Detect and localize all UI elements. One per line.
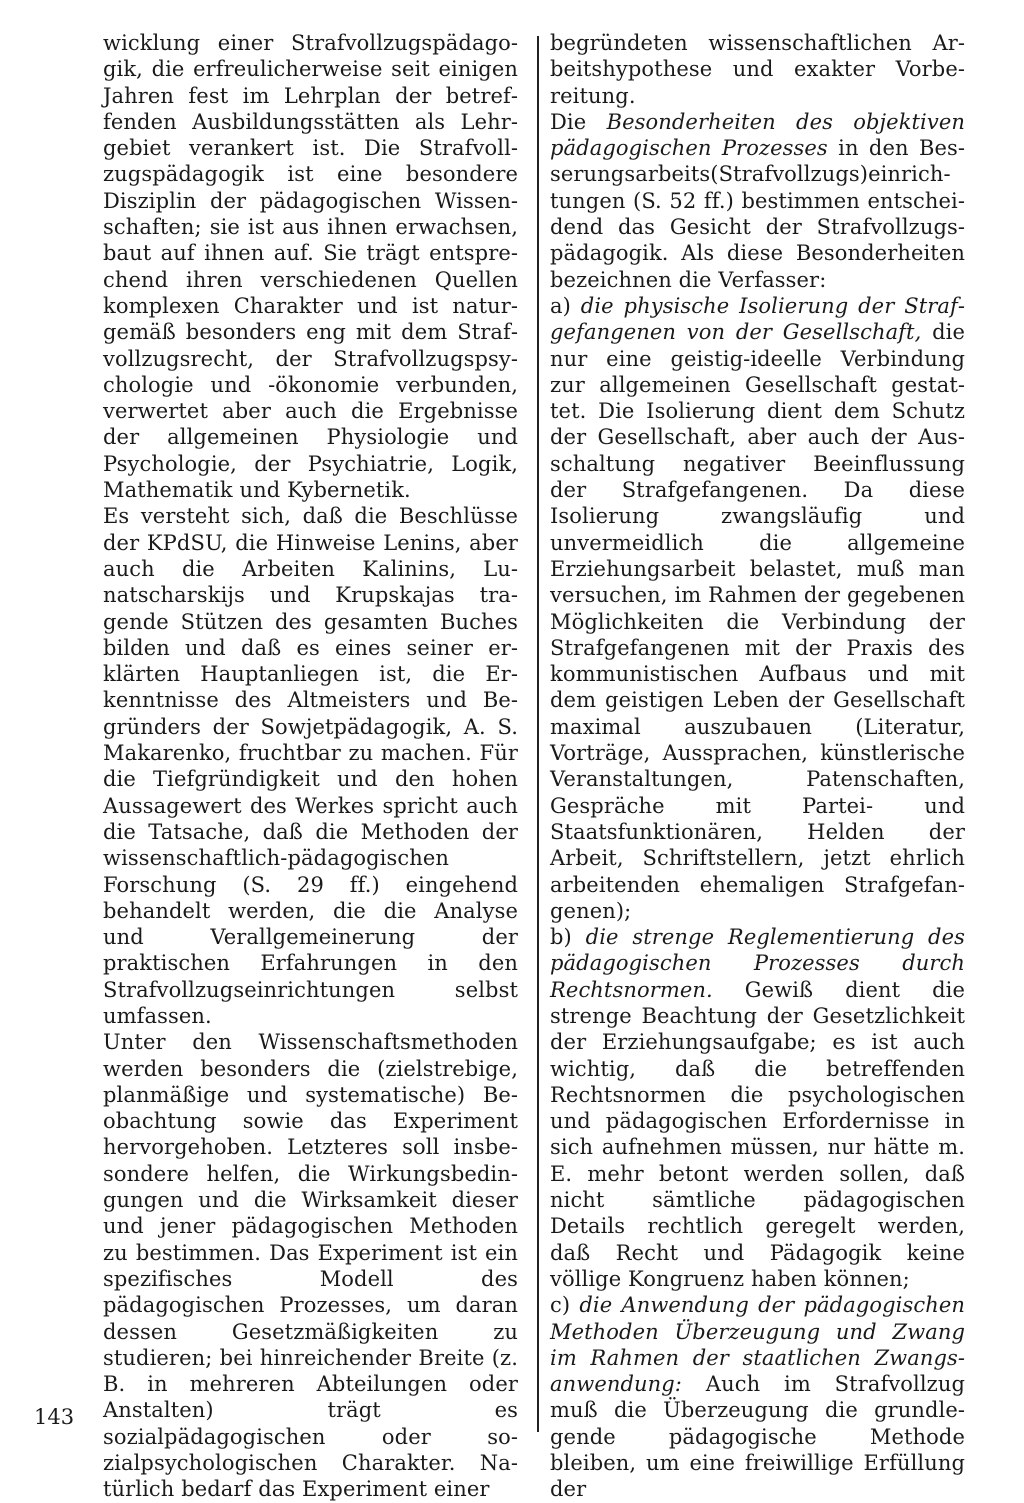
emphasized-phrase: Besonderheiten des objektiven pädagogischen Prozesses: [550, 109, 965, 161]
page-number: 143: [34, 1405, 75, 1429]
list-item-c: [550, 1292, 965, 1502]
paragraph: [550, 109, 965, 293]
text-run: Gewiß dient die strenge Beachtung der Gesetzlichkeit der Erziehungsaufgabe; es ist auch wichtig, daß die betreffenden Rechtsnormen die psychologischen und pädagogischen Erfordernisse in sich aufnehmen müssen, nur hätte m. E. mehr betont werden sollen, daß nicht sämtliche pädagogischen Details rechtlich geregelt werden, daß Recht und Pädagogik keine völlige Kongruenz haben können;: [550, 977, 965, 1291]
column-divider: [537, 36, 539, 1432]
text-run: in den Besserungsarbeits(Strafvollzugs)einrichtungen (S. 52 ff.) bestimmen entscheidend das Gesicht der Strafvollzugspädagogik. Als diese Besonderheiten bezeichnen die Verfasser:: [550, 136, 965, 292]
item-label: a): [550, 293, 581, 318]
emphasized-phrase: die physische Isolierung der Strafgefangenen von der Gesellschaft,: [550, 293, 965, 345]
text-run: die nur eine geistig-ideelle Verbindung zur allgemeinen Gesellschaft gestattet. Die Isolierung dient dem Schutz der Gesellschaft, aber auch der Ausschaltung negativer Beeinflussung der Strafgefangenen. Da diese Isolierung zwangsläufig und unvermeidlich die allgemeine Erziehungsarbeit belastet, muß man versuchen, im Rahmen der gegebenen Möglichkeiten die Verbindung der Strafgefangenen mit der Praxis des kommunistischen Aufbaus und mit dem geistigen Leben der Gesellschaft maximal auszubauen (Literatur, Vorträge, Aussprachen, künstlerische Veranstaltungen, Patenschaften, Gespräche mit Partei- und Staatsfunktionären, Helden der Arbeit, Schriftstellern, jetzt ehrlich arbeitenden ehemaligen Strafgefangenen);: [550, 320, 965, 923]
paragraph: Es versteht sich, daß die Beschlüsse der KPdSU, die Hinweise Lenins, aber auch die Arbeiten Kalinins, Lunatscharskijs und Krupskajas tragende Stützen des gesamten Buches bilden und daß es eines seiner erklärten Hauptanliegen ist, die Erkenntnisse des Altmeisters und Begründers der Sowjetpädagogik, A. S. Makarenko, fruchtbar zu machen. Für die Tiefgründigkeit und den hohen Aussagewert des Werkes spricht auch die Tatsache, daß die Methoden der wissenschaftlich-pädagogischen Forschung (S. 29 ff.) eingehend behandelt werden, die die Analyse und Verallgemeinerung der praktischen Erfahrungen in den Strafvollzugseinrichtungen selbst umfassen.: [103, 504, 518, 1028]
list-item-a: [550, 293, 965, 924]
paragraph: wicklung einer Strafvollzugspädagogik, die erfreulicherweise seit einigen Jahren fest im Lehrplan der betreffenden Ausbildungsstätten als Lehrgebiet verankert ist. Die Strafvollzugspädagogik ist eine besondere Disziplin der pädagogischen Wissenschaften; sie ist aus ihnen erwachsen, baut auf ihnen auf. Sie trägt entsprechend ihren verschiedenen Quellen komplexen Charakter und ist naturgemäß besonders eng mit dem Strafvollzugsrecht, der Strafvollzugspsychologie und -ökonomie verbunden, verwertet aber auch die Ergebnisse der allgemeinen Physiologie und Psychologie, der Psychiatrie, Logik, Mathematik und Kybernetik.: [103, 31, 518, 503]
emphasized-phrase: die Anwendung der pädagogischen Methoden Überzeugung und Zwang im Rahmen der staatlichen Zwangsanwendung:: [550, 1293, 965, 1397]
item-label: b): [550, 925, 586, 950]
list-item-b: [550, 924, 965, 1292]
text-run: Die: [550, 109, 607, 134]
text-run: Auch im Strafvollzug muß die Überzeugung die grundlegende pädagogische Methode bleiben, um eine freiwillige Erfüllung der: [550, 1372, 965, 1502]
paragraph: begründeten wissenschaftlichen Arbeitshypothese und exakter Vorbereitung.: [550, 31, 965, 108]
paragraph: Unter den Wissenschaftsmethoden werden besonders die (zielstrebige, planmäßige und systematische) Beobachtung sowie das Experiment hervorgehoben. Letzteres soll insbesondere helfen, die Wirkungsbedingungen und die Wirksamkeit dieser und jener pädagogischen Methoden zu bestimmen. Das Experiment ist ein spezifisches Modell des pädagogischen Prozesses, um daran dessen Gesetzmäßigkeiten zu studieren; bei hinreichender Breite (z. B. in mehreren Abteilungen oder Anstalten) trägt es sozialpädagogischen oder sozialpsychologischen Charakter. Natürlich bedarf das Experiment einer: [103, 1030, 518, 1502]
right-text-column: [550, 30, 965, 1503]
item-label: c): [550, 1293, 580, 1318]
emphasized-phrase: die strenge Reglementierung des pädagogischen Prozesses durch Rechtsnormen.: [550, 925, 965, 1002]
left-text-column: [103, 30, 518, 1503]
